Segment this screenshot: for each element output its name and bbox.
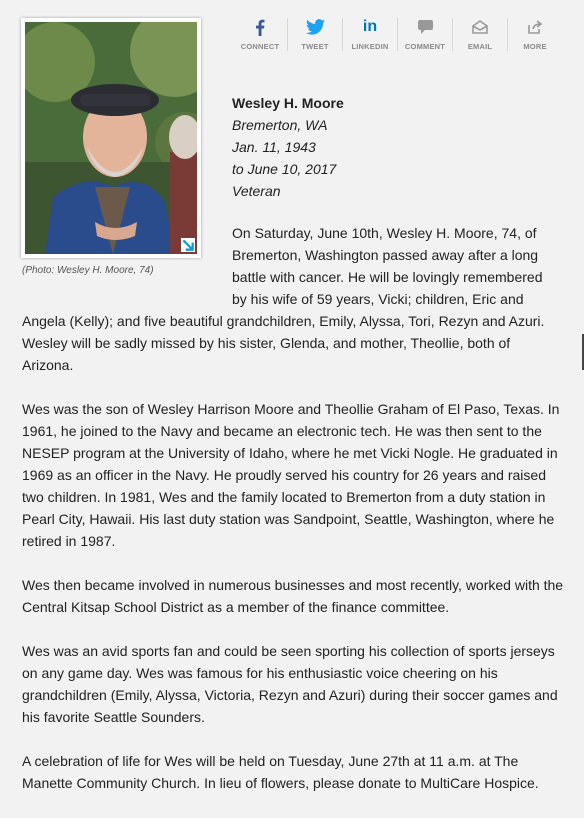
obituary-paragraph-4: Wes was an avid sports fan and could be seen sporting his collection of sports jerseys on any game day. Wes was famous for his enthusiastic voice cheering on his grandchildren (Emily, Alyssa, Victoria, Rezyn and Azuri) during their soccer games and his favorite Seattle Sounders.: [22, 643, 558, 725]
share-comment-button[interactable]: [398, 18, 453, 51]
share-label: TWEET: [301, 42, 329, 51]
obituary-paragraph-5: A celebration of life for Wes will be held on Tuesday, June 27th at 11 a.m. at The Manette Community Church. In lieu of flowers, please donate to MultiCare Hospice.: [22, 753, 539, 791]
obituary-paragraph-3: Wes then became involved in numerous businesses and most recently, worked with the Central Kitsap School District as a member of the finance committee.: [22, 577, 564, 615]
obituary-paragraph-2: Wes was the son of Wesley Harrison Moore and Theollie Graham of El Paso, Texas. In 1961, he joined to the Navy and became an electronic tech. He was then sent to the NESEP program at the University of Idaho, where he met Vicki Nogle. He graduated in 1969 as an officer in the Navy. He proudly served his country for 26 years and raised two children. In 1981, Wes and the family located to Bremerton from a duty station in Pearl City, Hawaii. His last duty station was Sandpoint, Seattle, Washington, where he retired in 1987.: [22, 401, 560, 549]
deceased-name: Wesley H. Moore: [232, 95, 344, 111]
text-line: Angela (Kelly); and five beautiful grandchildren, Emily, Alyssa, Tori, Rezyn and Azuri. Wesley will be sadly missed by his sister, Glenda, and mother, Theollie, both of Arizona.: [22, 313, 545, 373]
share-label: COMMENT: [404, 42, 446, 51]
comment-icon: [417, 18, 434, 36]
birth-date: Jan. 11, 1943: [232, 139, 316, 155]
share-more-button[interactable]: [508, 18, 562, 51]
share-label: CONNECT: [240, 42, 280, 51]
share-twitter-button[interactable]: [288, 18, 343, 51]
email-icon: [472, 18, 488, 36]
photo-caption: (Photo: Wesley H. Moore, 74): [22, 265, 154, 276]
text-line: On Saturday, June 10th, Wesley H. Moore, 74, of: [232, 225, 537, 241]
share-email-button[interactable]: [453, 18, 508, 51]
share-linkedin-button[interactable]: [343, 18, 398, 51]
share-bar: [233, 18, 562, 51]
share-label: LINKEDIN: [351, 42, 389, 51]
share-more-icon: [528, 18, 543, 36]
text-line: battle with cancer. He will be lovingly remembered: [232, 269, 543, 285]
portrait-image: [25, 22, 197, 254]
location: Bremerton, WA: [232, 117, 328, 133]
facebook-icon: [255, 18, 265, 36]
obituary-paragraph-1: [22, 222, 564, 376]
death-date: to June 10, 2017: [232, 161, 337, 177]
linkedin-icon: in: [362, 18, 378, 35]
twitter-icon: [306, 18, 325, 36]
share-label: EMAIL: [467, 42, 493, 51]
obituary-header: [232, 92, 344, 202]
share-label: MORE: [523, 42, 547, 51]
veteran-status: Veteran: [232, 183, 281, 199]
share-facebook-button[interactable]: [233, 18, 288, 51]
text-line: Bremerton, Washington passed away after a long: [232, 247, 539, 263]
text-line: by his wife of 59 years, Vicki; children, Eric and: [232, 291, 524, 307]
